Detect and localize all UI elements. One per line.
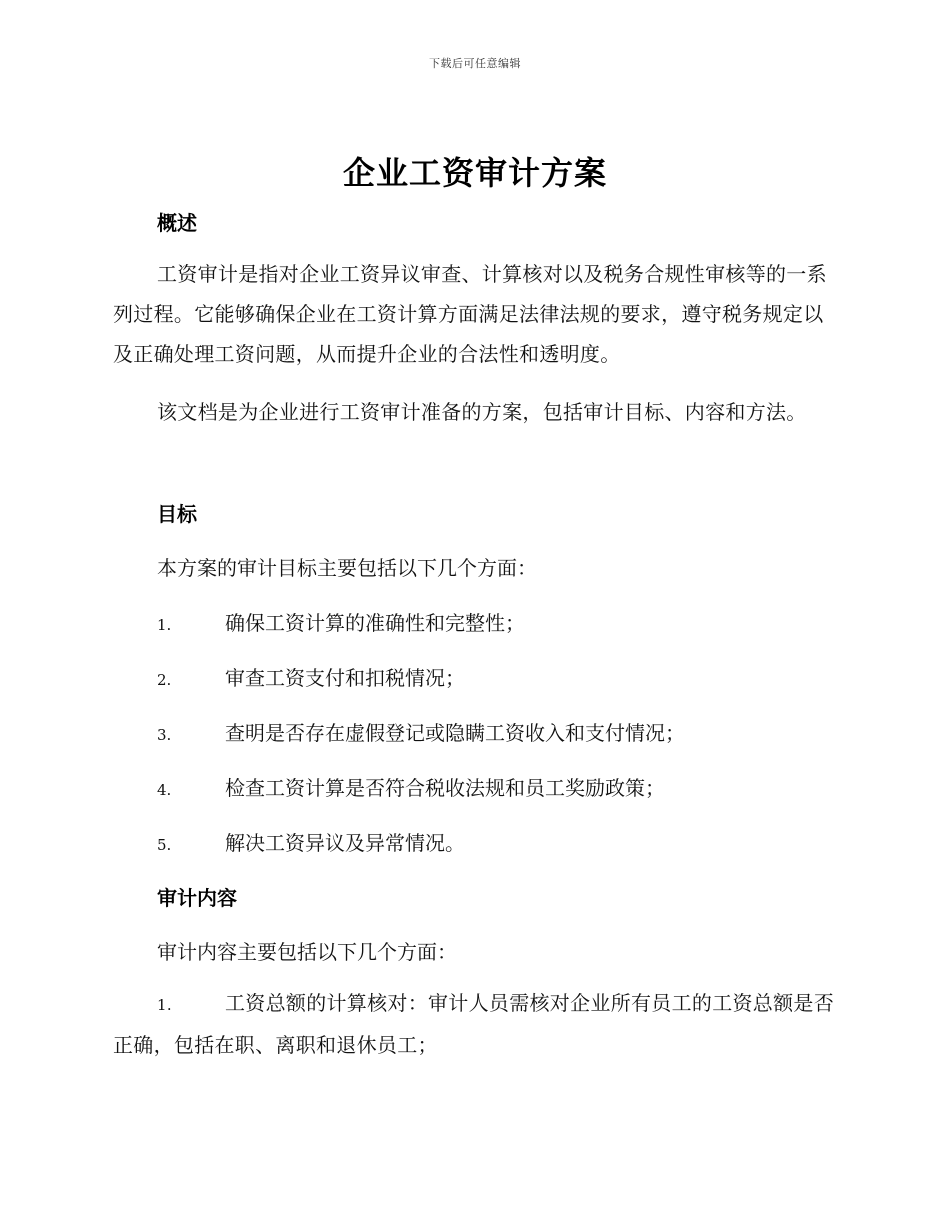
section-heading-goals: 目标 [157, 502, 197, 526]
overview-paragraph-1: 工资审计是指对企业工资异议审查、计算核对以及税务合规性审核等的一系列过程。它能够确保企业在工资计算方面满足法律法规的要求，遵守税务规定以及正确处理工资问题，从而提升企业的合法性和透明度。 [113, 262, 827, 366]
goal-item [157, 607, 525, 636]
goal-item-text: 确保工资计算的准确性和完整性； [225, 611, 525, 635]
audit-content-item-text: 工资总额的计算核对：审计人员需核对企业所有员工的工资总额是否正确，包括在职、离职和退休员工； [113, 991, 834, 1057]
goal-item [157, 717, 685, 746]
document-title: 企业工资审计方案 [342, 154, 607, 192]
goal-item-number: 3. [157, 726, 172, 744]
goals-intro: 本方案的审计目标主要包括以下几个方面： [157, 556, 537, 580]
goal-item-text: 检查工资计算是否符合税收法规和员工奖励政策； [225, 776, 665, 800]
goal-item-number: 1. [157, 616, 172, 634]
goal-item-text: 审查工资支付和扣税情况； [225, 666, 465, 690]
goal-item-number: 5. [157, 836, 172, 854]
overview-paragraph-2: 该文档是为企业进行工资审计准备的方案，包括审计目标、内容和方法。 [157, 400, 807, 424]
goal-item [157, 662, 465, 691]
goal-item-number: 2. [157, 671, 172, 689]
audit-content-item [113, 983, 838, 1065]
goal-item-text: 查明是否存在虚假登记或隐瞒工资收入和支付情况； [225, 721, 685, 745]
goal-item-number: 4. [157, 781, 172, 799]
goal-item [157, 772, 665, 801]
audit-content-item-number: 1. [157, 996, 172, 1014]
audit-content-intro: 审计内容主要包括以下几个方面： [157, 940, 457, 964]
goal-item-text: 解决工资异议及异常情况。 [225, 831, 465, 855]
header-note: 下载后可任意编辑 [429, 57, 521, 70]
goal-item [157, 827, 465, 856]
section-heading-overview: 概述 [157, 211, 197, 235]
section-heading-audit-content: 审计内容 [157, 886, 237, 910]
